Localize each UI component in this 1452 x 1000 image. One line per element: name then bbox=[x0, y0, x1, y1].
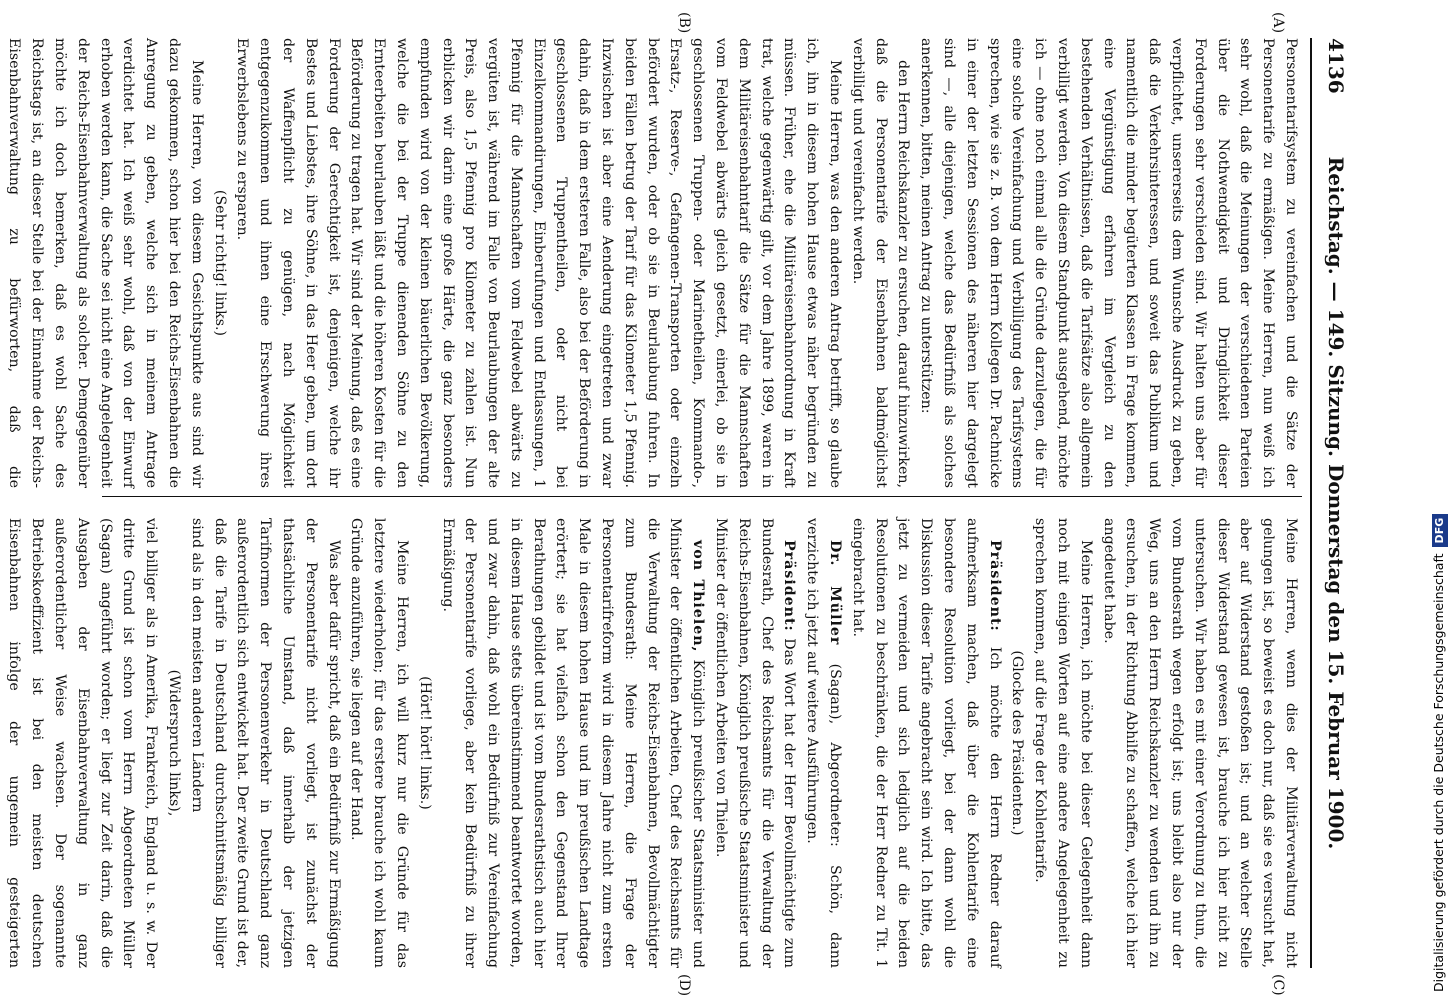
paragraph bbox=[231, 38, 847, 488]
credit-text: Digitalisierung gefördert durch die Deutsche Forschungsgemeinschaft bbox=[1431, 553, 1446, 992]
paragraph bbox=[846, 518, 1006, 968]
paragraph-text: Meine Herren, wenn dies der Militärverwaltung nicht gelungen ist, so beweist es doch nur, daß sie es versucht hat, aber auf Widerstand gestoßen ist; und an welcher Stelle dieser Widerstand gewesen ist, brauche ich hier nicht zu untersuchen. Wir haben es mit einer Verordnung zu thun, die vom Bundesrath wegen erfolgt ist; uns bleibt also nur der Weg, uns an den Herrn Reichskanzler zu wenden und ihn zu ersuchen, in der Richtung Abhilfe zu schaffen, welche ich hier angedeutet habe. bbox=[1100, 518, 1299, 968]
paragraph-text: Ich möchte den Herrn Redner darauf aufmerksam machen, daß über die Kohlentarife eine besondere Resolution vorliegt, bei der dann wohl die Diskussion dieser Tarife angebracht sein wird. Ich bitte, das jetzt zu vermeiden und sich lediglich auf die beiden Resolutionen zu beschränken, die der Herr Redner zu Tit. 1 eingebracht hat. bbox=[849, 518, 1003, 968]
paragraph bbox=[413, 518, 436, 968]
page-number: 4136 bbox=[1324, 38, 1348, 94]
paragraph-text: Meine Herren, von diesem Gesichtspunkte aus sind wir dazu gekommen, schon hier bei den Reichs-Eisenbahnen die Anregung zu geben, welche sich in meinem Antrage verdichtet hat. Ich weiß sehr wohl, daß von der Einwurf erhoben werden kann, die Sache sei nicht eine Angelegenheit der Reichs-Eisenbahnverwaltung als solcher. Demgegenüber möchte ich doch bemerken, daß es wohl Sache des Reichstags ist, an dieser Stelle bei der Einnahme der Reichs-Eisenbahnverwaltung zu befürworten, daß die bbox=[6, 38, 205, 488]
paragraph-text: den Herrn Reichskanzler zu ersuchen, darauf hinzuwirken, daß die Personentarife der Eisenbahnen baldmöglichst verbilligt und vereinfacht werden. bbox=[849, 38, 912, 488]
paragraph bbox=[208, 38, 231, 488]
page-header bbox=[1314, 38, 1354, 968]
header-rule bbox=[1310, 38, 1312, 968]
paragraph-text: viel billiger als in Amerika, Frankreich, England u. s. w. Der dritte Grund ist schon vom Herrn Abgeordneten Müller (Sagan) angeführt worden; er liegt zur Zeit darin, daß die Ausgaben der Eisenbahnverwaltung in ganz außerordentlicher Weise wachsen. Der sogenannte Betriebskoeffizient ist bei den meisten deutschen Eisenbahnen infolge der ungemein gesteigerten bbox=[6, 518, 160, 968]
margin-marker-a: (A) bbox=[1270, 12, 1286, 34]
running-title: Reichstag. — 149. Sitzung. Donnerstag den 15. Februar 1900. bbox=[1324, 156, 1348, 850]
dfg-logo: DFG bbox=[1432, 514, 1448, 548]
paragraph-text: (Sagan), Abgeordneter: Schön, dann verzichte ich jetzt auf weitere Ausführungen. bbox=[804, 518, 844, 969]
paragraph-text: (Sehr richtig! links.) bbox=[211, 189, 228, 337]
right-column bbox=[6, 518, 1302, 969]
paragraph-text: Personentarifsystem zu vereinfachen und die Sätze der Personentarife zu ermäßigen. Meine Herren, nun weiß ich sehr wohl, daß die Meinungen der verschiedenen Parteien über die Nothwendigkeit und Dringlichkeit dieser Forderungen sehr verschieden sind. Wir halten uns aber für verpflichtet, unsererseits dem Wunsche Ausdruck zu geben, daß die Verkehrsinteressen, und soweit das Publikum und namentlich die minder begüterten Klassen in Frage kommen, eine Vergünstigung erfahren im Vergleich zu den bestehenden Verhältnissen, daß die Tarifsätze also allgemein verbilligt werden. Von diesem Standpunkt ausgehend, möchte ich — ohne noch einmal alle die Gründe darzulegen, die für eine solche Vereinfachung und Verbilligung des Tarifsystems sprechen, wie sie z. B. von dem Herrn Kollegen Dr. Pachnicke in einer der letzten Sessionen des näheren hier dargelegt sind —, alle diejenigen, welche das Bedürfniß als solches anerkennen, bitten, meinen Antrag zu unterstützen: bbox=[918, 38, 1299, 488]
paragraph-text: Königlich preußischer Staatsminister und Minister der öffentlichen Arbeiten, Chef des Reichsamts für die Verwaltung der Reichs-Eisenbahnen, Bevollmächtigter zum Bundesrath: Meine Herren, die Frage der Personentarifreform wird in diesem Jahre nicht zum ersten Male in diesem hohen Hause und im preußischen Landtage erörtert; sie hat vielfach schon den Gegenstand Ihrer Berathungen gebildet und ist vom Bundesrathstisch auch hier in diesem Hause stets übereinstimmend beantwortet worden, und zwar dahin, daß wohl ein Bedürfniß zur Vereinfachung der Personentarife vorliege, aber kein Bedürfniß zu ihrer Ermäßigung. bbox=[439, 518, 707, 968]
paragraph bbox=[1028, 518, 1096, 968]
paragraph bbox=[162, 518, 185, 968]
speaker-name: von Thielen, bbox=[690, 540, 707, 653]
column-rule bbox=[102, 496, 1302, 497]
paragraph bbox=[914, 38, 1302, 488]
dfg-credit bbox=[1404, 8, 1446, 992]
paragraph bbox=[1097, 518, 1302, 968]
paragraph bbox=[0, 518, 162, 968]
speaker-name: Dr. Müller bbox=[827, 540, 844, 646]
paragraph bbox=[846, 38, 914, 488]
paragraph-text: Meine Herren, was den anderen Antrag betrifft, so glaube ich, ihn in diesem hohen Hause etwas näher begründen zu müssen. Früher, ehe die Militäreisenbahnordnung in Kraft trat, welche gegenwärtig gilt, vor dem Jahre 1899, waren in dem Militäreisenbahntarif die Sätze für die Mannschaften vom Feldwebel abwärts gleich gesetzt, einerlei, ob sie in geschlossenen Truppen- oder Marinetheilen, Kommando-, Ersatz-, Reserve-, Gefangenen-Transporten oder einzeln befördert wurden, oder ob sie in Beurlaubung fuhren. In beiden Fällen betrug der Tarif für das Kilometer 1,5 Pfennig. Inzwischen ist aber eine Aenderung eingetreten und zwar dahin, daß in dem ersteren Falle, also bei der Beförderung in geschlossenen Truppentheilen, oder nicht bei Einzelkommandirungen, Einberufungen und Entlassungen, 1 Pfennig für die Mannschaften vom Feldwebel abwärts zu vergüten ist, während im Falle von Beurlaubungen der alte Preis, also 1,5 Pfennig pro Kilometer zu zahlen ist. Nun erblicken wir darin eine große Härte, die ganz besonders empfunden wird von der kleinen bäuerlichen Bevölkerung, welche die bei der Truppe dienenden Söhne zu den Ernteerbeiten beurlauben läßt und die höheren Kosten für die Beförderung zu tragen hat. Wir sind der Meinung, daß es eine Forderung der Gerechtigkeit ist, denjenigen, welche ihr Bestes und Liebstes, ihre Söhne, in das Heer geben, um dort der Waffenpflicht zu genügen, nach Möglichkeit entgegenzukommen und ihnen eine Erschwerung ihres Erwerbslebens zu ersparen. bbox=[234, 38, 844, 488]
speaker-name: Präsident: bbox=[781, 540, 798, 632]
paragraph-text: Meine Herren, ich will kurz nur die Gründe für das letztere wiederholen; für das erstere brauche ich wohl kaum Gründe anzuführen, sie liegen auf der Hand. bbox=[348, 518, 410, 968]
paragraph bbox=[0, 38, 208, 488]
paragraph bbox=[800, 518, 846, 968]
credit-line bbox=[1426, 8, 1452, 992]
paragraph bbox=[709, 518, 800, 968]
paragraph-text: (Hört! hört! links.) bbox=[416, 676, 433, 810]
paragraph-text: Was aber dafür spricht, daß ein Bedürfniß zur Ermäßigung der Personentarife nicht vorliegt, ist zunächst der thatsächliche Umstand, daß innerhalb der jetzigen Tarifnormen der Personenverkehr in Deutschland ganz außerordentlich sich entwickelt hat. Der zweite Grund ist der, daß die Tarife in Deutschland durchschnittsmäßig billiger sind als in den meisten anderen Ländern bbox=[188, 518, 342, 968]
speaker-name: Präsident: bbox=[986, 540, 1003, 632]
document-page bbox=[6, 8, 1382, 998]
paragraph bbox=[1006, 518, 1029, 968]
paragraph bbox=[345, 518, 413, 968]
left-column bbox=[6, 38, 1302, 488]
paragraph-text: (Widerspruch links), bbox=[165, 669, 182, 817]
paragraph-text: Das Wort hat der Herr Bevollmächtigte zum Bundesrath, Chef des Reichsamts für die Verwaltung der Reichs-Eisenbahnen, Königlich preußische Staatsminister und Minister der öffentlichen Arbeiten von Thielen. bbox=[713, 518, 798, 969]
paragraph-text: (Glocke des Präsidenten.) bbox=[1009, 650, 1026, 836]
margin-marker-c: (C) bbox=[1270, 974, 1286, 996]
paragraph bbox=[436, 518, 710, 968]
margin-marker-b: (B) bbox=[676, 12, 692, 34]
margin-marker-d: (D) bbox=[676, 974, 692, 997]
paragraph bbox=[185, 518, 345, 968]
paragraph-text: Meine Herren, ich möchte bei dieser Gelegenheit dann noch mit einigen Worten auf eine andere Angelegenheit zu sprechen kommen, auf die Frage der Kohlentarife. bbox=[1032, 518, 1094, 968]
